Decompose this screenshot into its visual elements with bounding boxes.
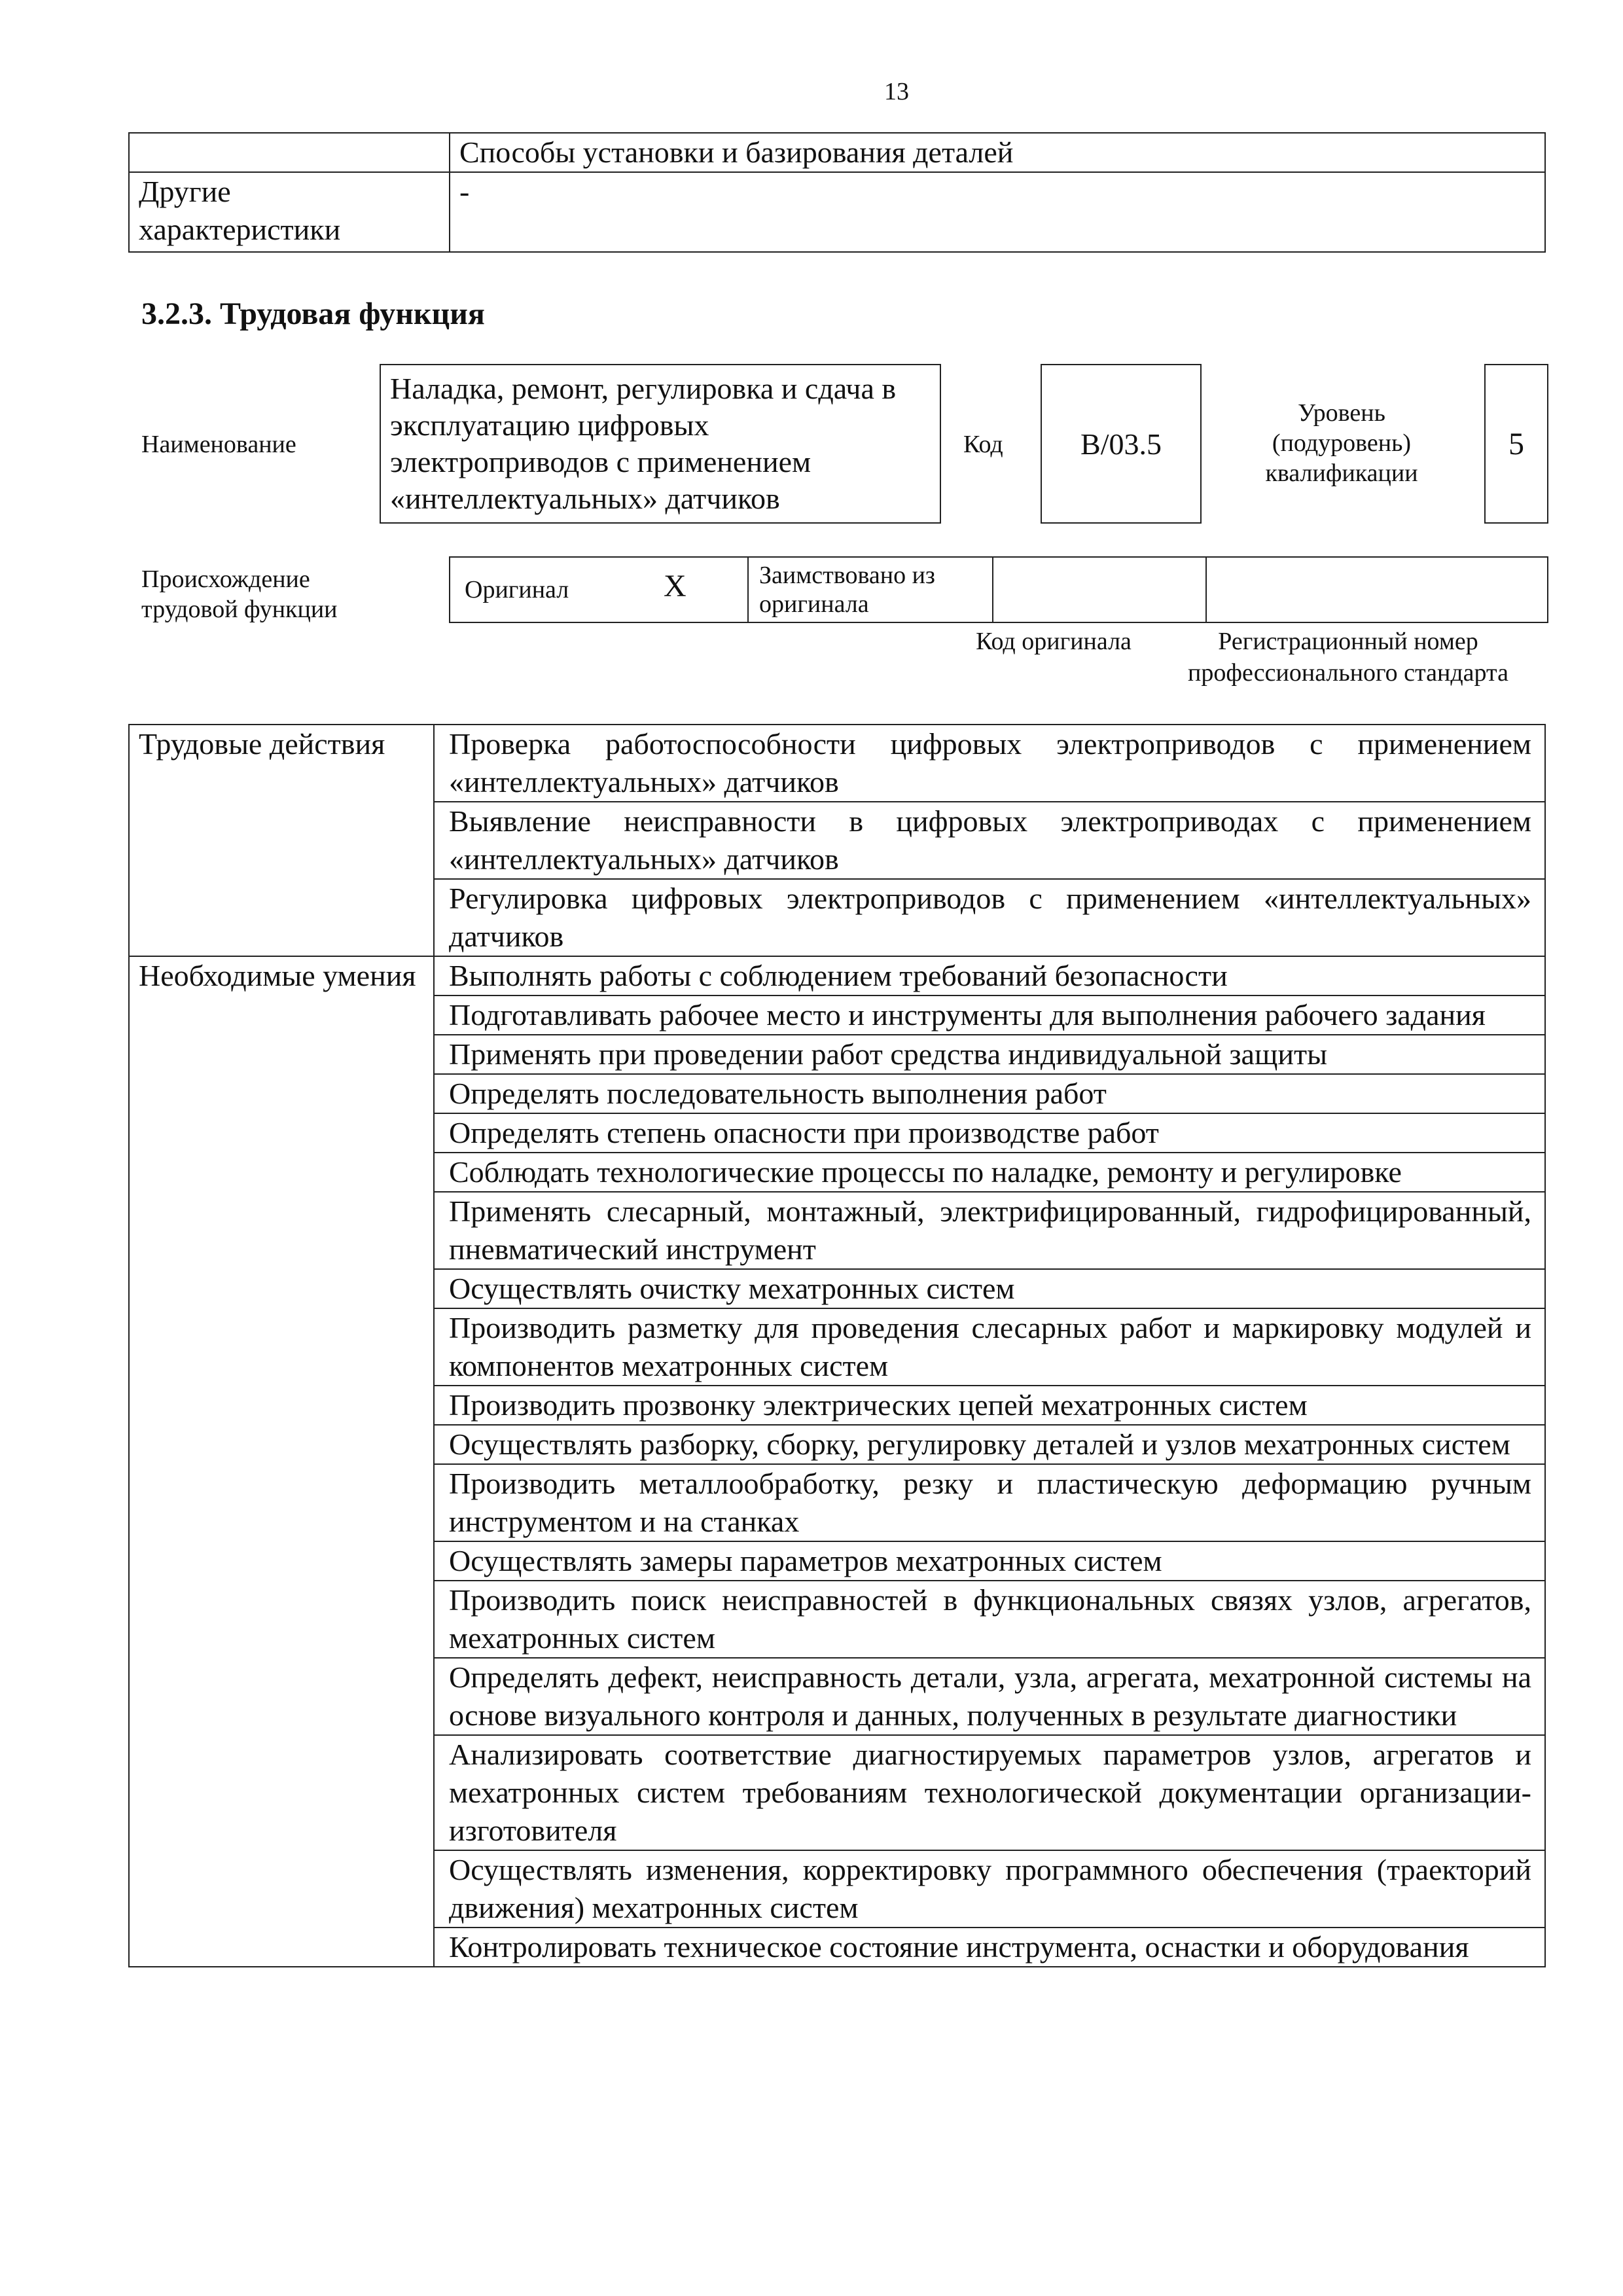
original-mark: X [664, 569, 687, 603]
code-caption: Код оригинала [976, 628, 1132, 655]
code-value-box: B/03.5 [1041, 364, 1202, 524]
skills-item: Производить разметку для проведения слесарных работ и маркировку модулей и компонентов мехатронных систем [434, 1308, 1545, 1386]
original-label: Оригинал [465, 576, 569, 603]
skills-item: Определять степень опасности при производстве работ [434, 1113, 1545, 1153]
origin-table [449, 556, 1548, 623]
function-name-box: Наладка, ремонт, регулировка и сдача в эксплуатацию цифровых электроприводов с применением «интеллектуальных» датчиков [380, 364, 941, 524]
skills-item: Соблюдать технологические процессы по наладке, ремонту и регулировке [434, 1153, 1545, 1192]
labor-actions-row [129, 725, 1545, 802]
skills-item: Производить прозвонку электрических цепей мехатронных систем [434, 1386, 1545, 1425]
labor-actions-item: Проверка работоспособности цифровых электроприводов с применением «интеллектуальных» датчиков [434, 725, 1545, 802]
labor-actions-label: Трудовые действия [129, 725, 434, 956]
level-value-box: 5 [1484, 364, 1548, 524]
skills-item: Осуществлять очистку мехатронных систем [434, 1269, 1545, 1308]
skills-item: Определять последовательность выполнения работ [434, 1074, 1545, 1113]
original-cell [450, 557, 748, 622]
other-characteristics-value: - [450, 172, 1545, 252]
labor-actions-item: Регулировка цифровых электроприводов с применением «интеллектуальных» датчиков [434, 879, 1545, 956]
skills-item: Применять слесарный, монтажный, электрифицированный, гидрофицированный, пневматический инструмент [434, 1192, 1545, 1269]
origin-code-cell [993, 557, 1206, 622]
name-label: Наименование [141, 431, 296, 458]
skills-item: Выполнять работы с соблюдением требований безопасности [434, 956, 1545, 996]
skills-item: Контролировать техническое состояние инструмента, оснастки и оборудования [434, 1928, 1545, 1967]
code-label: Код [963, 431, 1003, 458]
origin-reg-cell [1206, 557, 1548, 622]
reg-caption: Регистрационный номер профессионального стандарта [1188, 628, 1508, 687]
main-table [128, 724, 1546, 1967]
borrowed-label: Заимствовано из оригинала [748, 557, 993, 622]
skills-item: Производить металлообработку, резку и пластическую деформацию ручным инструментом и на станках [434, 1464, 1545, 1541]
skills-item: Осуществлять изменения, корректировку программного обеспечения (траекторий движения) мехатронных систем [434, 1850, 1545, 1928]
other-characteristics-label: Другие характеристики [129, 172, 450, 252]
continuation-table [128, 132, 1546, 253]
skills-item: Применять при проведении работ средства индивидуальной защиты [434, 1035, 1545, 1074]
skills-row [129, 956, 1545, 996]
origin-label: Происхождение трудовой функции [141, 565, 338, 623]
skills-item: Осуществлять разборку, сборку, регулировку деталей и узлов мехатронных систем [434, 1425, 1545, 1464]
level-label: Уровень (подуровень) квалификации [1265, 399, 1418, 487]
skills-item: Производить поиск неисправностей в функциональных связях узлов, агрегатов, мехатронных систем [434, 1581, 1545, 1658]
continuation-row1-text: Способы установки и базирования деталей [450, 133, 1545, 172]
section-heading: 3.2.3. Трудовая функция [141, 296, 485, 331]
skills-item: Определять дефект, неисправность детали, узла, агрегата, мехатронной системы на основе визуального контроля и данных, полученных в результате диагностики [434, 1658, 1545, 1735]
page-number: 13 [884, 78, 909, 105]
skills-item: Осуществлять замеры параметров мехатронных систем [434, 1541, 1545, 1581]
skills-item: Подготавливать рабочее место и инструменты для выполнения рабочего задания [434, 996, 1545, 1035]
skills-label: Необходимые умения [129, 956, 434, 1967]
labor-actions-item: Выявление неисправности в цифровых электроприводах с применением «интеллектуальных» датчиков [434, 802, 1545, 879]
continuation-empty-cell [129, 133, 450, 172]
skills-item: Анализировать соответствие диагностируемых параметров узлов, агрегатов и мехатронных систем требованиям технологической документации организации-изготовителя [434, 1735, 1545, 1850]
